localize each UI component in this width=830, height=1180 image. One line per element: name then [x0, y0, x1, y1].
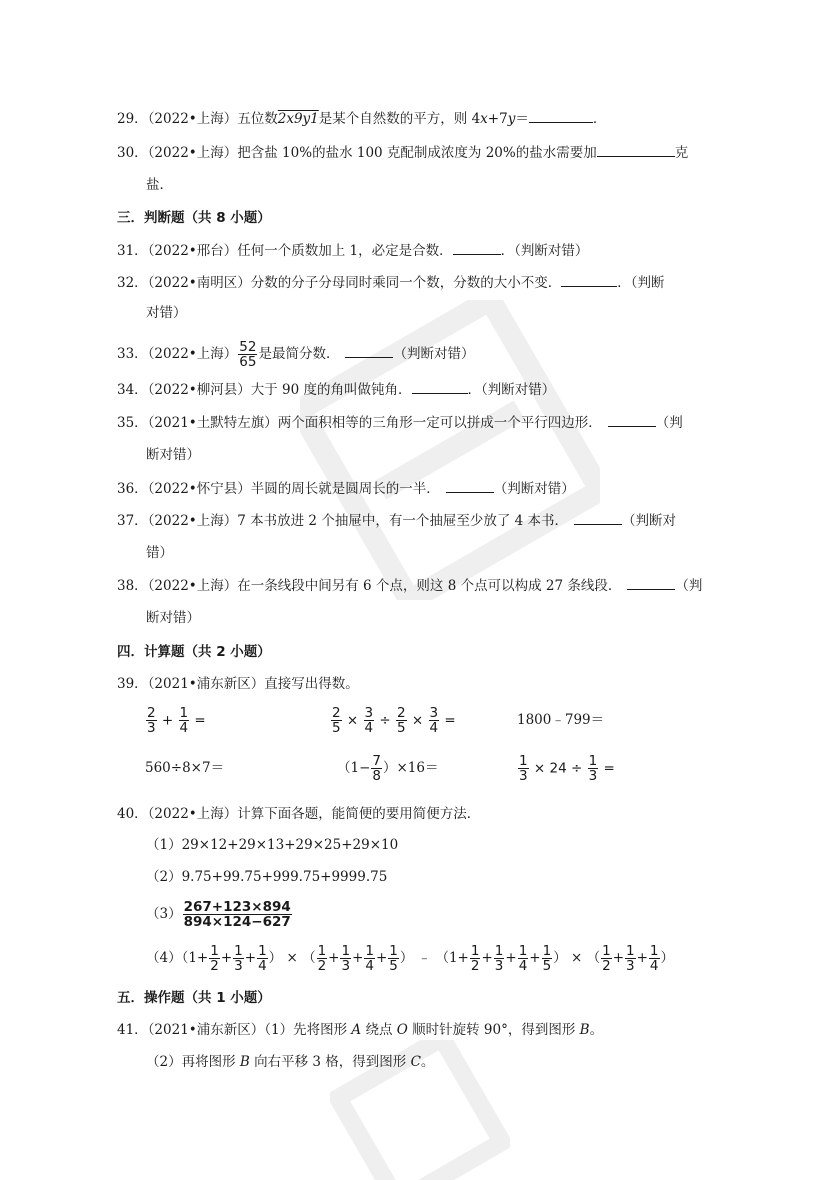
question-text: +7 — [487, 111, 508, 127]
fraction-denominator: 4 — [364, 720, 374, 736]
fraction — [146, 706, 157, 735]
question-41-part-2 — [146, 1052, 434, 1072]
fraction-denominator: 8 — [372, 768, 381, 784]
answer-blank[interactable] — [529, 108, 593, 123]
question-text: 顺时针旋转 90°，得到图形 — [407, 1022, 580, 1038]
question-40-part-1: （1）29×12+29×13+29×25+29×10 — [146, 837, 399, 853]
question-end: ．（判断 — [617, 275, 665, 291]
question-number: 40． — [117, 806, 148, 822]
fraction-numerator: 1 — [389, 943, 398, 959]
section-heading-judgment: 三．判断题（共 8 小题） — [117, 210, 271, 226]
operator: + — [161, 712, 174, 729]
fraction-denominator: 4 — [179, 720, 189, 736]
question-source: （2022•南明区） — [147, 275, 251, 291]
answer-blank[interactable] — [561, 272, 617, 287]
operator: + — [244, 950, 257, 966]
fraction-denominator: 3 — [494, 958, 504, 974]
answer-blank[interactable] — [345, 343, 393, 358]
fraction-numerator: 267+123×894 — [183, 899, 291, 915]
fraction-numerator: 1 — [341, 943, 351, 959]
operator: ÷ — [379, 712, 391, 729]
fraction-denominator: 3 — [588, 768, 598, 784]
question-number: 39． — [117, 676, 148, 692]
question-number: 38． — [117, 578, 148, 594]
question-text: （2）再将图形 — [146, 1054, 240, 1070]
question-source: （2022•柳河县） — [147, 382, 251, 398]
fraction-numerator: 1 — [518, 943, 528, 959]
question-text: （1）先将图形 — [264, 1022, 352, 1038]
question-40-part-3 — [146, 897, 293, 931]
question-37-continuation: 错） — [146, 545, 173, 561]
expression-2 — [330, 706, 456, 735]
fraction — [364, 944, 375, 973]
fraction — [625, 944, 636, 973]
question-text: 大于 90 度的角叫做钝角． — [250, 382, 412, 398]
point-label-o: O — [396, 1022, 408, 1038]
section-heading-operation: 五．操作题（共 1 小题） — [117, 990, 271, 1006]
fraction-denominator: 2 — [602, 958, 611, 974]
question-text: 绕点 — [361, 1022, 397, 1038]
fraction-numerator: 1 — [519, 753, 528, 769]
question-end: （判断对错） — [393, 346, 475, 362]
answer-blank[interactable] — [608, 412, 656, 427]
question-source: （2021•土默特左旗） — [147, 415, 278, 431]
paren-close: ） — [660, 950, 674, 966]
question-end: （判断对 — [622, 513, 676, 529]
equals-sign: ＝ — [515, 111, 529, 127]
question-end: 克 — [674, 145, 689, 161]
question-31 — [117, 240, 588, 261]
fraction — [396, 706, 407, 735]
question-number: 33． — [117, 346, 148, 362]
question-34 — [117, 379, 555, 400]
fraction — [238, 340, 257, 369]
question-38-continuation: 断对错） — [146, 610, 200, 626]
operator: + — [352, 950, 364, 966]
question-35-continuation: 断对错） — [146, 447, 200, 463]
question-text: 是某个自然数的平方，则 4 — [318, 111, 481, 127]
paren-open: （ — [302, 950, 316, 966]
expression-6 — [517, 754, 615, 783]
fraction-numerator: 1 — [210, 943, 219, 959]
operator: + — [328, 950, 340, 966]
variable-y: y — [507, 111, 516, 127]
figure-label-a: A — [351, 1022, 362, 1038]
fraction-denominator: 5 — [389, 958, 398, 974]
fraction-denominator: 3 — [341, 958, 351, 974]
paren-open: （1+ — [181, 950, 209, 966]
operator: + — [505, 950, 517, 966]
expression-5 — [337, 754, 439, 783]
answer-blank[interactable] — [453, 240, 501, 255]
fraction-denominator: 5 — [397, 720, 406, 736]
fraction-denominator: 3 — [147, 720, 156, 736]
question-source: （2022•上海） — [147, 111, 238, 127]
operator: × 24 ÷ — [533, 760, 583, 777]
question-number: 36． — [117, 481, 148, 497]
paren-close: ） — [553, 950, 567, 966]
question-number: 37． — [117, 513, 148, 529]
paren-close: ）×16＝ — [383, 760, 439, 776]
question-30 — [117, 142, 688, 163]
variable-x: x — [480, 111, 488, 127]
question-text: 。 — [420, 1054, 435, 1070]
paren-open: （ — [586, 950, 601, 966]
paren-open: （1+ — [435, 950, 469, 966]
part-label: （4） — [146, 950, 182, 966]
question-number: 32． — [117, 275, 148, 291]
fraction — [340, 944, 351, 973]
question-text: 直接写出得数。 — [264, 676, 359, 692]
fraction-denominator: 4 — [518, 958, 528, 974]
fraction — [542, 944, 553, 973]
operator: + — [612, 950, 624, 966]
question-35 — [117, 412, 683, 433]
fraction — [470, 944, 481, 973]
question-39 — [117, 674, 359, 694]
overline-number: 2x9y1 — [277, 111, 319, 127]
question-text: 。 — [589, 1022, 604, 1038]
fraction-numerator: 1 — [258, 943, 267, 959]
operator: × — [570, 950, 583, 966]
question-text: 两个面积相等的三角形一定可以拼成一个平行四边形． — [277, 415, 602, 431]
question-text: 向右平移 3 格，得到图形 — [249, 1054, 411, 1070]
expression-1 — [145, 706, 206, 735]
fraction — [331, 706, 342, 735]
figure-label-b: B — [239, 1054, 250, 1070]
question-source: （2022•邢台） — [147, 243, 238, 259]
fraction — [317, 944, 328, 973]
answer-blank[interactable] — [412, 379, 468, 394]
question-40-part-2: （2）9.75+99.75+999.75+9999.75 — [146, 869, 388, 885]
question-source: （2022•上海） — [147, 145, 238, 161]
fraction-numerator: 1 — [626, 943, 635, 959]
fraction-denominator: 4 — [365, 958, 374, 974]
question-40 — [117, 804, 480, 824]
fraction — [601, 944, 612, 973]
question-number: 35． — [117, 415, 148, 431]
fraction — [371, 754, 382, 783]
fraction-numerator: 2 — [397, 705, 406, 721]
fraction-numerator: 1 — [234, 943, 243, 959]
question-source: （2022•怀宁县） — [147, 481, 251, 497]
fraction — [257, 944, 268, 973]
question-32 — [117, 272, 665, 293]
fraction-numerator: 1 — [649, 943, 659, 959]
question-33 — [117, 340, 474, 369]
question-text: 在一条线段中间另有 6 个点，则这 8 个点可以构成 27 条线段． — [237, 578, 622, 594]
fraction-numerator: 1 — [494, 943, 504, 959]
fraction-numerator: 3 — [429, 705, 439, 721]
operator: × — [346, 712, 359, 729]
question-text: 是最简分数． — [258, 346, 340, 362]
equals-sign: = — [444, 712, 456, 729]
question-text: 五位数 — [237, 111, 278, 127]
fraction-denominator: 65 — [239, 354, 257, 370]
fraction-numerator: 1 — [317, 943, 327, 959]
question-text: 把含盐 10%的盐水 100 克配制成浓度为 20%的盐水需要加 — [237, 145, 597, 161]
fraction — [518, 944, 529, 973]
question-source: （2021•浦东新区） — [147, 1022, 265, 1038]
question-text: 分数的分子分母同时乘同一个数，分数的大小不变． — [250, 275, 562, 291]
fraction — [518, 754, 529, 783]
fraction — [364, 706, 375, 735]
figure-label-c: C — [410, 1054, 421, 1070]
expression-4: 560÷8×7＝ — [145, 760, 225, 776]
fraction-numerator: 52 — [239, 339, 257, 355]
operator: + — [220, 950, 233, 966]
question-36 — [117, 478, 575, 499]
operator: + — [636, 950, 648, 966]
fraction — [649, 944, 660, 973]
question-30-continuation: 盐． — [146, 177, 173, 193]
paren-open: （1− — [337, 760, 371, 776]
fraction-denominator: 2 — [470, 958, 480, 974]
fraction-denominator: 4 — [649, 958, 659, 974]
fraction-denominator: 3 — [519, 768, 528, 784]
fraction-numerator: 1 — [602, 943, 611, 959]
fraction — [388, 944, 399, 973]
question-41 — [117, 1020, 603, 1040]
fraction-numerator: 3 — [364, 705, 374, 721]
question-number: 30． — [117, 145, 148, 161]
question-end: （判断对错） — [493, 481, 575, 497]
question-37 — [117, 510, 676, 531]
fraction-denominator: 894×124−627 — [183, 914, 291, 930]
question-source: （2021•浦东新区） — [147, 676, 265, 692]
fraction-numerator: 2 — [147, 705, 156, 721]
fraction-numerator: 1 — [179, 705, 189, 721]
fraction — [183, 900, 292, 929]
question-text: 计算下面各题，能简便的要用简便方法． — [237, 806, 481, 822]
fraction — [429, 706, 440, 735]
fraction — [233, 944, 244, 973]
question-end: ． — [592, 111, 607, 127]
question-end: （判 — [655, 415, 683, 431]
question-40-part-4 — [146, 943, 674, 973]
operator: × — [286, 950, 298, 966]
operator: ﹣ — [417, 950, 432, 966]
answer-blank[interactable] — [627, 575, 675, 590]
section-heading-calculation: 四．计算题（共 2 小题） — [117, 644, 271, 660]
question-text: 7 本书放进 2 个抽屉中，有一个抽屉至少放了 4 本书． — [237, 513, 568, 529]
operator: × — [411, 712, 424, 729]
operator: + — [375, 950, 388, 966]
part-label: （3） — [146, 906, 182, 922]
question-32-continuation: 对错） — [146, 305, 187, 321]
fraction-numerator: 1 — [588, 753, 598, 769]
question-number: 31． — [117, 243, 148, 259]
question-text: 半圆的周长就是圆周长的一半． — [250, 481, 440, 497]
fraction — [179, 706, 190, 735]
equals-sign: = — [194, 712, 206, 729]
fraction-denominator: 5 — [332, 720, 341, 736]
paren-close: ） — [268, 950, 283, 966]
question-38 — [117, 575, 702, 596]
fraction-numerator: 1 — [470, 943, 480, 959]
fraction — [494, 944, 505, 973]
question-end: （判 — [675, 578, 703, 594]
fraction — [209, 944, 220, 973]
operator: + — [481, 950, 493, 966]
question-source: （2022•上海） — [147, 806, 238, 822]
expression-3: 1800﹣799＝ — [517, 712, 605, 728]
fraction-denominator: 4 — [429, 720, 439, 736]
fraction-numerator: 7 — [372, 753, 381, 769]
question-source: （2022•上海） — [147, 513, 238, 529]
question-number: 34． — [117, 382, 148, 398]
question-source: （2022•上海） — [147, 578, 238, 594]
question-number: 41． — [117, 1022, 148, 1038]
question-29 — [117, 108, 606, 129]
fraction — [588, 754, 599, 783]
answer-blank[interactable] — [574, 510, 622, 525]
equals-sign: = — [603, 760, 615, 777]
answer-blank[interactable] — [597, 142, 675, 157]
operator: + — [529, 950, 541, 966]
question-end: ．（判断对错） — [500, 243, 589, 259]
question-end: ．（判断对错） — [467, 382, 556, 398]
fraction-numerator: 1 — [365, 943, 374, 959]
question-text: 任何一个质数加上 1，必定是合数． — [237, 243, 453, 259]
figure-label-b: B — [579, 1022, 590, 1038]
paren-close: ） — [399, 950, 414, 966]
answer-blank[interactable] — [446, 478, 494, 493]
fraction-denominator: 2 — [317, 958, 327, 974]
fraction-denominator: 3 — [626, 958, 635, 974]
fraction-numerator: 1 — [542, 943, 552, 959]
question-source: （2022•上海） — [147, 346, 238, 362]
fraction-denominator: 3 — [234, 958, 243, 974]
fraction-numerator: 2 — [332, 705, 341, 721]
fraction-denominator: 5 — [542, 958, 552, 974]
question-number: 29． — [117, 111, 148, 127]
fraction-denominator: 4 — [258, 958, 267, 974]
fraction-denominator: 2 — [210, 958, 219, 974]
